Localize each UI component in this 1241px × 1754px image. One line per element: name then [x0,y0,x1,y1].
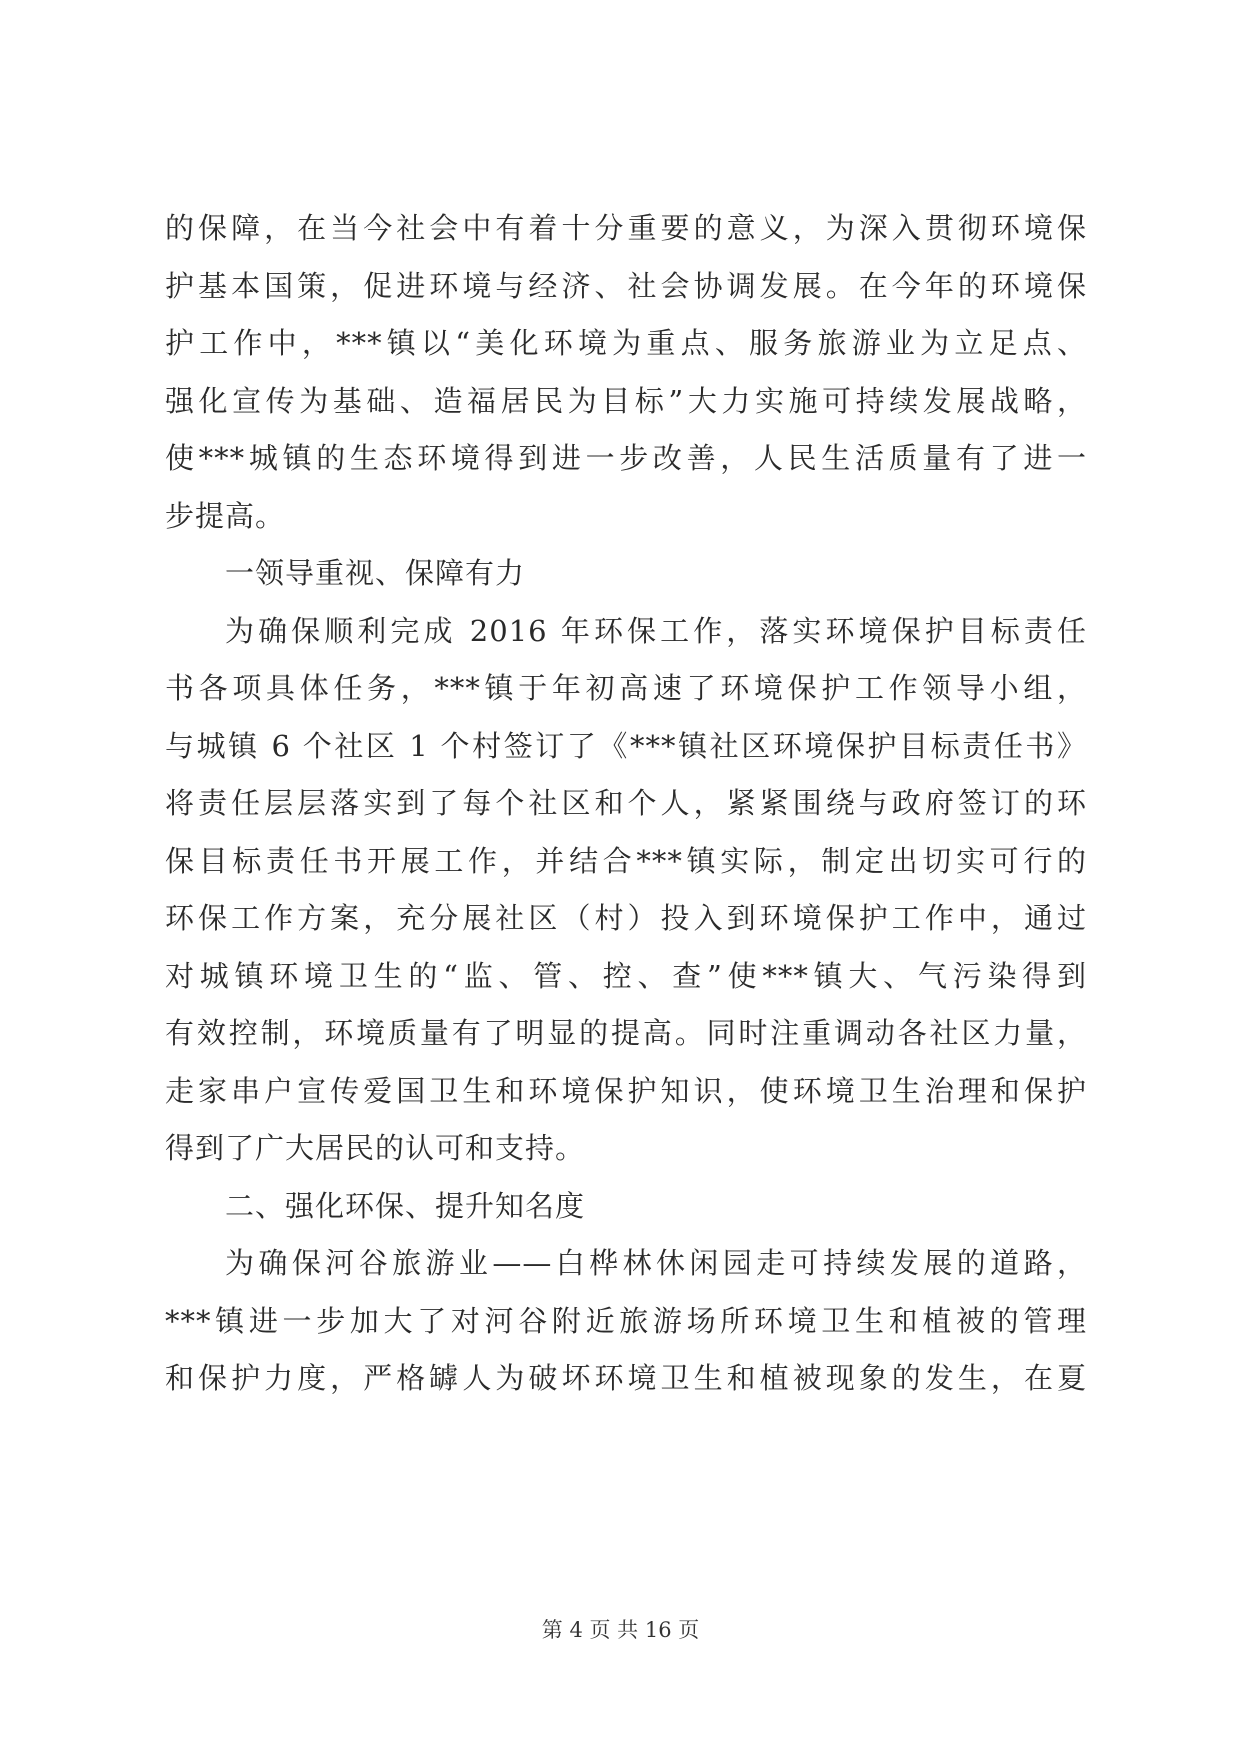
text-line: 强化宣传为基础、造福居民为目标”大力实施可持续发展战略， [165,383,1087,418]
text-line: 与城镇 6 个社区 1 个村签订了《***镇社区环境保护目标责任书》 [165,728,1087,763]
text-line: 得到了广大居民的认可和支持。 [165,1131,586,1165]
text-line: 有效控制，环境质量有了明显的提高。同时注重调动各社区力量， [165,1016,1087,1050]
text-line: 保目标责任书开展工作，并结合***镇实际，制定出切实可行的 [165,843,1087,878]
text-line: 走家串户宣传爱国卫生和环境保护知识，使环境卫生治理和保护 [165,1073,1087,1108]
text-line: 环保工作方案，充分展社区（村）投入到环境保护工作中，通过 [165,901,1087,935]
text-line: 护工作中，***镇以“美化环境为重点、服务旅游业为立足点、 [165,326,1087,360]
section-heading: 一领导重视、保障有力 [225,556,526,590]
text-line: 书各项具体任务，***镇于年初高速了环境保护工作领导小组， [165,671,1087,705]
text-line: 护基本国策，促进环境与经济、社会协调发展。在今年的环境保 [165,268,1087,303]
section-heading: 二、强化环保、提升知名度 [225,1188,586,1223]
text-line: 的保障，在当今社会中有着十分重要的意义，为深入贯彻环境保 [165,211,1087,245]
text-line: 对城镇环境卫生的“监、管、控、查”使***镇大、气污染得到 [165,958,1087,993]
text-line: 为确保河谷旅游业——白桦林休闲园走可持续发展的道路， [225,1246,1087,1280]
page-number-footer: 第 4 页 共 16 页 [541,1618,700,1642]
text-line: ***镇进一步加大了对河谷附近旅游场所环境卫生和植被的管理 [165,1303,1087,1338]
text-line: 使***城镇的生态环境得到进一步改善，人民生活质量有了进一 [165,441,1087,475]
text-line: 为确保顺利完成 2016 年环保工作，落实环境保护目标责任 [225,613,1087,648]
document-body [165,200,1087,1408]
text-line: 将责任层层落实到了每个社区和个人，紧紧围绕与政府签订的环 [165,786,1087,820]
text-line: 步提高。 [165,498,286,533]
text-line: 和保护力度，严格罅人为破坏环境卫生和植被现象的发生，在夏 [165,1361,1087,1395]
